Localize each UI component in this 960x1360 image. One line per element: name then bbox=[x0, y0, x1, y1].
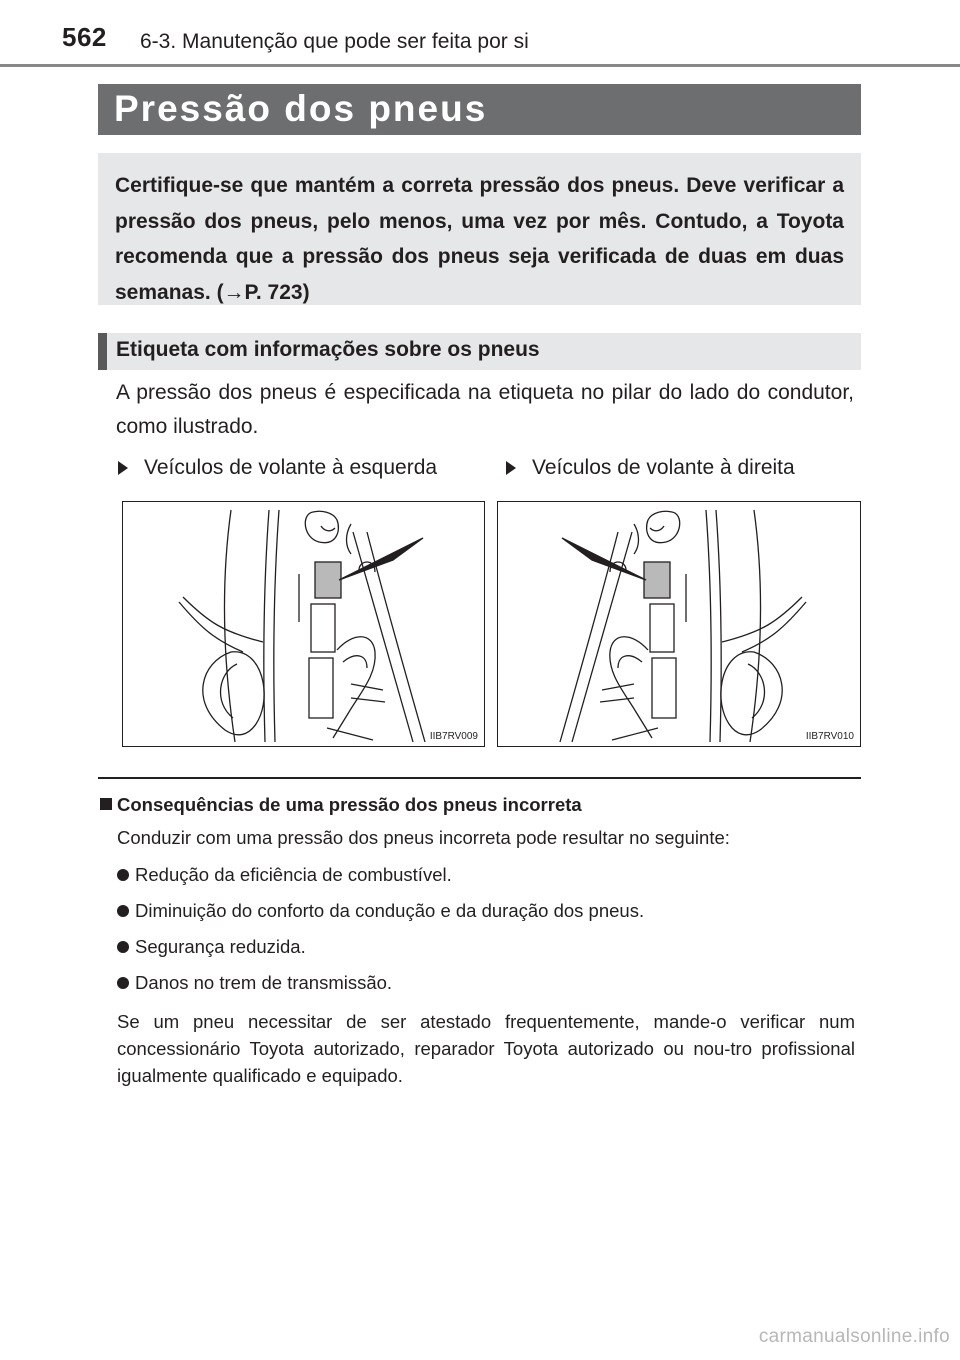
bullet-dot-icon bbox=[117, 941, 129, 953]
door-pillar-illustration-left bbox=[123, 502, 485, 747]
watermark: carmanualsonline.info bbox=[758, 1326, 950, 1347]
list-item bbox=[117, 864, 452, 886]
header-rule bbox=[0, 64, 960, 67]
right-hand-drive-text: Veículos de volante à direita bbox=[532, 456, 795, 479]
list-item bbox=[117, 972, 392, 994]
list-item bbox=[117, 936, 306, 958]
triangle-bullet-icon bbox=[118, 461, 128, 475]
section-header: 6-3. Manutenção que pode ser feita por si bbox=[140, 30, 529, 53]
left-hand-drive-text: Veículos de volante à esquerda bbox=[144, 456, 438, 479]
list-item-text: Redução da eficiência de combustível. bbox=[135, 864, 452, 885]
title-bar bbox=[98, 84, 861, 135]
consequences-intro: Conduzir com uma pressão dos pneus incorreta pode resultar no seguinte: bbox=[117, 827, 730, 848]
intro-text: Certifique-se que mantém a correta pressão dos pneus. Deve verificar a pressão dos pneus, pelo menos, uma vez por mês. Contudo, a Toyota recomenda que a pressão dos pneus seja verificada de duas em duas semanas. (→P. 723) bbox=[115, 174, 844, 304]
section-divider bbox=[98, 777, 861, 779]
subsection-bar bbox=[98, 333, 861, 370]
left-hand-drive-label bbox=[118, 456, 437, 480]
list-item-text: Segurança reduzida. bbox=[135, 936, 306, 957]
closing-paragraph: Se um pneu necessitar de ser atestado frequentemente, mande-o verificar num concessionário Toyota autorizado, reparador Toyota autorizado ou nou-tro profissional igualmente qualificado e equipado. bbox=[117, 1011, 855, 1086]
subsection-title: Etiqueta com informações sobre os pneus bbox=[116, 338, 540, 361]
right-hand-drive-label bbox=[506, 456, 795, 480]
list-item bbox=[117, 900, 644, 922]
square-bullet-icon bbox=[100, 798, 112, 810]
subsection-accent bbox=[98, 333, 107, 370]
page-title: Pressão dos pneus bbox=[114, 88, 488, 129]
label-description: A pressão dos pneus é especificada na etiqueta no pilar do lado do condutor, como ilustrado. bbox=[116, 381, 854, 438]
bullet-dot-icon bbox=[117, 977, 129, 989]
figure-left-hand-drive bbox=[122, 501, 485, 747]
bullet-dot-icon bbox=[117, 905, 129, 917]
consequences-title: Consequências de uma pressão dos pneus incorreta bbox=[117, 794, 582, 815]
intro-box bbox=[98, 153, 861, 305]
door-pillar-illustration-right bbox=[498, 502, 861, 747]
list-item-text: Diminuição do conforto da condução e da duração dos pneus. bbox=[135, 900, 645, 921]
figure-code: IIB7RV009 bbox=[429, 731, 478, 742]
page-number: 562 bbox=[62, 22, 107, 52]
list-item-text: Danos no trem de transmissão. bbox=[135, 972, 393, 993]
figure-right-hand-drive bbox=[497, 501, 861, 747]
figure-code: IIB7RV010 bbox=[805, 731, 854, 742]
bullet-dot-icon bbox=[117, 869, 129, 881]
triangle-bullet-icon bbox=[506, 461, 516, 475]
